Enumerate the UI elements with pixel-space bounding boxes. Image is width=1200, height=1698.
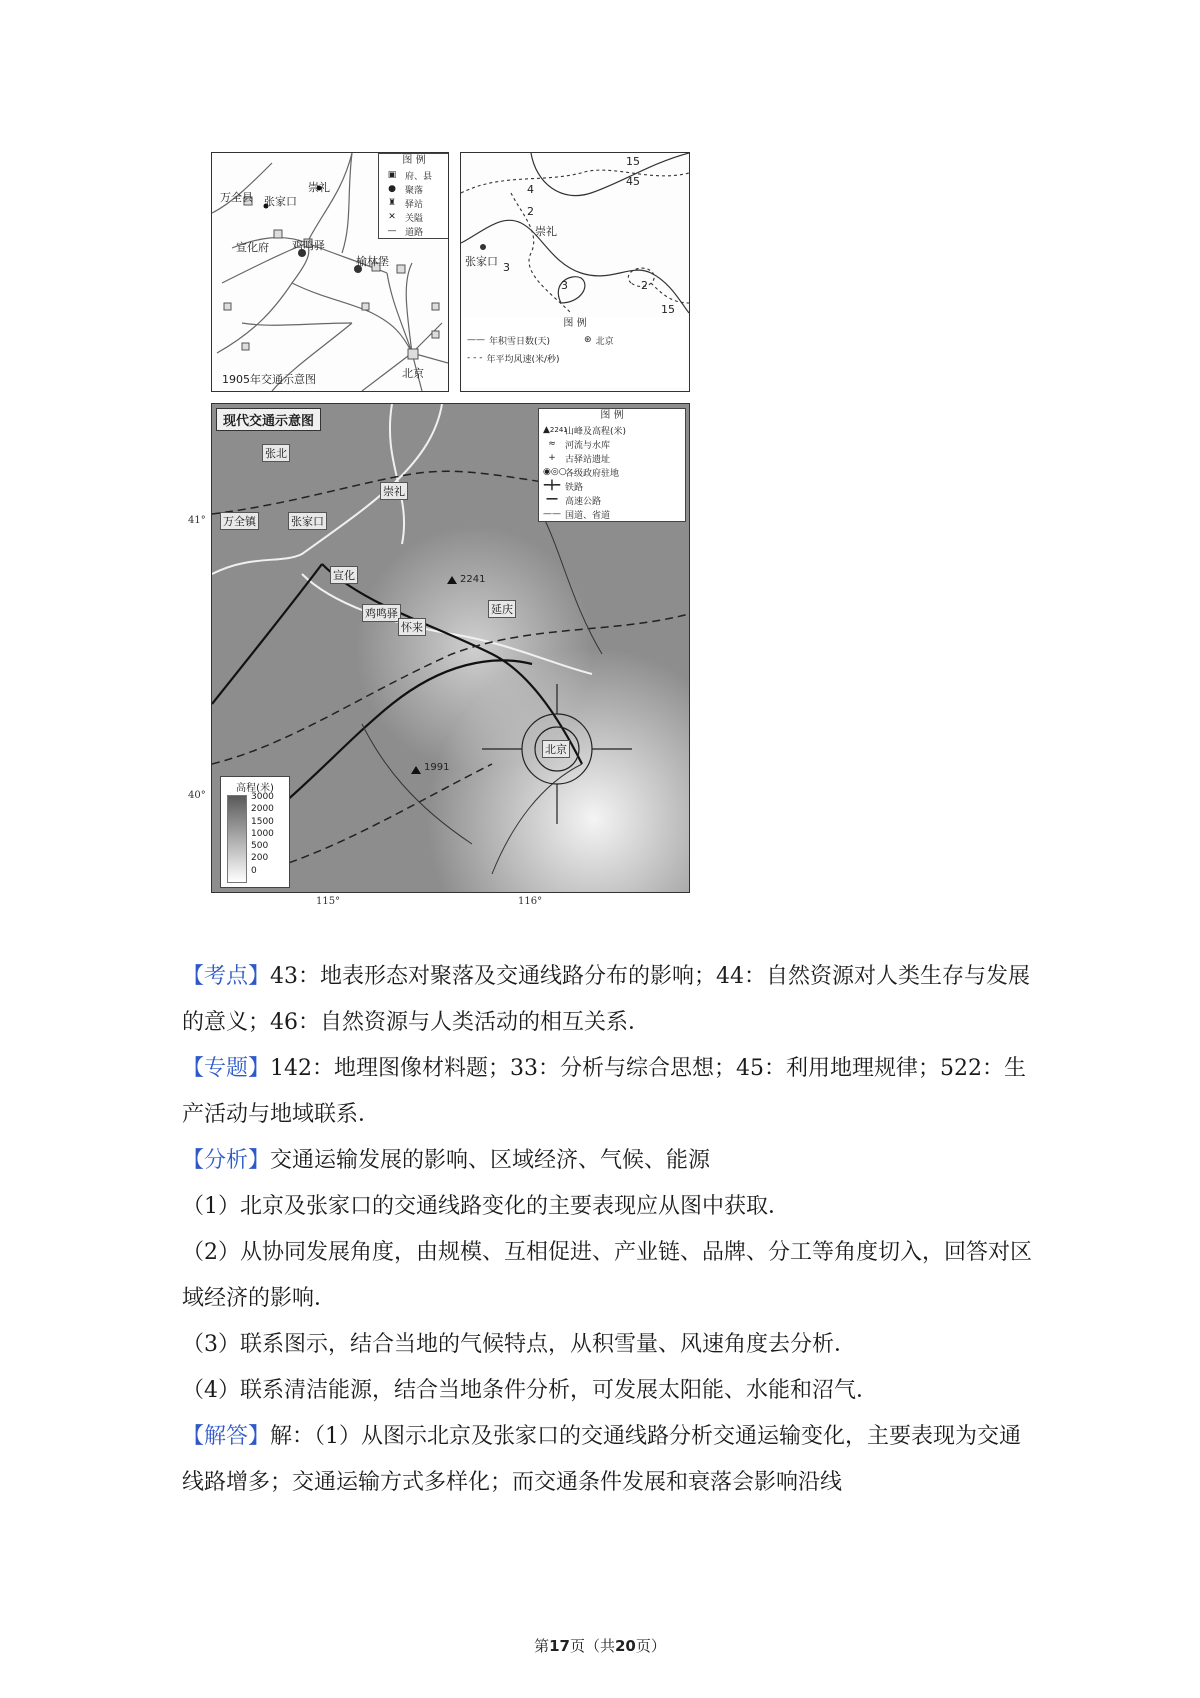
label-wanquan: 万全县 — [220, 191, 253, 204]
legend-item: 山峰及高程(米) — [565, 426, 627, 437]
page-footer — [0, 1635, 1200, 1656]
contour-label: 15 — [626, 155, 640, 168]
footer-page: 17 — [549, 1637, 570, 1655]
county-icon: ▣ — [387, 170, 397, 180]
analysis-item: （4）联系清洁能源，结合当地条件分析，可发展太阳能、水能和沼气． — [182, 1378, 878, 1403]
map-modern-transport — [211, 403, 690, 893]
elevation-tick: 3000 — [251, 792, 274, 802]
elevation-tick: 1000 — [251, 828, 274, 839]
river-icon: ≈ — [548, 439, 556, 449]
label-zhangjiakou: 张家口 — [264, 195, 297, 208]
legend-item: 道路 — [405, 227, 424, 238]
contour-label: 2 — [527, 205, 534, 218]
map-climate-legend — [463, 317, 687, 387]
dashed-line-icon: - - - — [467, 353, 483, 363]
elevation-tick: 500 — [251, 841, 269, 852]
kaodian-paragraph — [182, 954, 1042, 1046]
jieda-body: 解：（1）从图示北京及张家口的交通线路分析交通运输变化，主要表现为交通线路增多；交通运输方式多样化；而交通条件发展和衰落会影响沿线 — [182, 1424, 1022, 1495]
fenxi-body: 交通运输发展的影响、区域经济、气候、能源 — [270, 1148, 711, 1173]
legend-peak-value: 2241 — [549, 426, 568, 434]
label-xuanhua: 宣化府 — [236, 241, 269, 254]
contour-label: 4 — [527, 183, 534, 196]
legend-item: 府、县 — [405, 171, 433, 182]
legend-item: 各级政府驻地 — [565, 468, 620, 479]
map-1905-caption: 1905年交通示意图 — [222, 373, 316, 386]
legend-item: 聚落 — [405, 185, 424, 196]
label-jimingyi: 鸡鸣驿 — [292, 239, 325, 252]
label-yanqing: 延庆 — [488, 600, 516, 618]
elevation-bar — [227, 795, 247, 883]
label-beijing: 北京 — [402, 367, 424, 380]
label-xuanhua: 宣化 — [330, 566, 358, 584]
contour-label: 2 — [641, 279, 648, 292]
elevation-title: 高程(米) — [236, 783, 274, 794]
legend-title: 图 例 — [563, 318, 587, 329]
legend-item: 古驿站遗址 — [565, 454, 611, 465]
contour-label: 15 — [661, 303, 675, 316]
peak-label: 2241 — [460, 574, 486, 585]
map-modern-title: 现代交通示意图 — [216, 408, 321, 431]
railway-icon: ━╋━ — [543, 481, 561, 491]
footer-mid: 页（共 — [569, 1637, 615, 1655]
map-climate — [460, 152, 690, 392]
label-zhangbei: 张北 — [262, 444, 290, 462]
jieda-tag: 【解答】 — [182, 1424, 271, 1449]
label-yulinbao: 榆林堡 — [356, 255, 389, 268]
zhuanti-paragraph — [182, 1046, 1042, 1138]
coord-lat-40: 40° — [188, 790, 206, 801]
legend-item: 河流与水库 — [565, 440, 611, 451]
solid-line-icon: —— — [467, 335, 485, 345]
map-modern-legend — [538, 408, 686, 522]
expressway-icon: ━━ — [546, 495, 558, 505]
legend-title: 图 例 — [600, 410, 624, 421]
jieda-paragraph — [182, 1414, 1042, 1506]
coord-lon-116: 116° — [518, 896, 543, 907]
road-icon: — — [387, 226, 397, 236]
kaodian-body: 43：地表形态对聚落及交通线路分布的影响；44：自然资源对人类生存与发展的意义；46：自然资源与人类活动的相互关系． — [182, 964, 1031, 1035]
analysis-item: （2）从协同发展角度，由规模、互相促进、产业链、品牌、分工等角度切入，回答对区域经济的影响． — [182, 1240, 1032, 1311]
label-chongli: 崇礼 — [535, 225, 557, 238]
label-chongli: 崇礼 — [308, 181, 330, 194]
analysis-item: （3）联系图示，结合当地的气候特点，从积雪量、风速角度去分析． — [182, 1332, 856, 1357]
elevation-legend — [220, 776, 290, 888]
beijing-dot-icon: ⊛ — [584, 335, 592, 345]
elevation-tick: 2000 — [251, 804, 274, 815]
footer-prefix: 第 — [534, 1637, 550, 1655]
pass-icon: ✕ — [388, 212, 396, 222]
legend-item: 年积雪日数(天) — [489, 336, 551, 347]
ancient-station-icon: + — [548, 453, 556, 463]
contour-label: 3 — [561, 279, 568, 292]
map-1905-legend — [378, 153, 449, 239]
contour-label: 3 — [503, 261, 510, 274]
legend-title: 图 例 — [402, 155, 426, 166]
legend-item: 高速公路 — [565, 496, 602, 507]
legend-item: 驿站 — [405, 199, 424, 210]
contour-label: 45 — [626, 175, 640, 188]
legend-item: 年平均风速(米/秒) — [486, 354, 560, 365]
legend-beijing: 北京 — [595, 336, 614, 347]
kaodian-tag: 【考点】 — [182, 964, 271, 989]
legend-item: 国道、省道 — [565, 510, 611, 521]
label-beijing: 北京 — [542, 740, 570, 758]
zhuanti-tag: 【专题】 — [182, 1056, 271, 1081]
settlement-icon: ● — [388, 184, 396, 194]
legend-item: 关隘 — [405, 213, 424, 224]
legend-item: 铁路 — [565, 482, 584, 493]
government-icon: ◉◎○ — [543, 467, 567, 477]
elevation-tick: 1500 — [251, 816, 274, 827]
coord-lat-41: 41° — [188, 515, 206, 526]
fenxi-paragraph — [182, 1138, 1042, 1184]
elevation-ticks — [251, 791, 274, 877]
footer-total: 20 — [615, 1637, 636, 1655]
post-station-icon: ♜ — [387, 198, 397, 208]
label-zhangjiakou: 张家口 — [465, 255, 498, 268]
label-huailai: 怀来 — [398, 618, 426, 636]
label-jimingyi: 鸡鸣驿 — [362, 604, 401, 622]
national-road-icon: —— — [543, 509, 561, 519]
answer-text — [182, 954, 1042, 1506]
elevation-tick: 200 — [251, 853, 269, 864]
map-1905-transport — [211, 152, 449, 392]
analysis-item: （1）北京及张家口的交通线路变化的主要表现应从图中获取． — [182, 1194, 790, 1219]
label-chongli: 崇礼 — [380, 482, 408, 500]
label-wanquanzhen: 万全镇 — [220, 512, 259, 530]
peak-icon: ▲2241 — [543, 425, 568, 435]
label-zhangjiakou: 张家口 — [288, 512, 327, 530]
coord-lon-115: 115° — [316, 896, 341, 907]
zhuanti-body: 142：地理图像材料题；33：分析与综合思想；45：利用地理规律；522：生产活动与地域联系． — [182, 1056, 1026, 1127]
elevation-tick: 0 — [251, 865, 257, 876]
peak-label: 1991 — [424, 762, 450, 773]
fenxi-tag: 【分析】 — [182, 1148, 271, 1173]
footer-suffix: 页） — [635, 1637, 666, 1655]
